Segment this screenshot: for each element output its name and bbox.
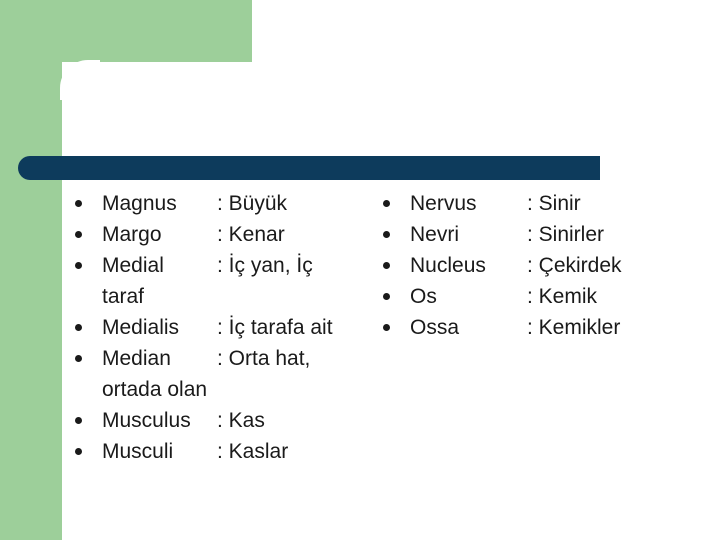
bullet-icon: [75, 417, 82, 424]
definition: : Orta hat,: [217, 347, 311, 370]
term: Ossa: [410, 316, 460, 339]
definition: : Çekirdek: [527, 254, 622, 277]
list-item: [75, 343, 365, 405]
list-item: [383, 281, 713, 312]
bullet-icon: [75, 231, 82, 238]
list-item: [75, 312, 365, 343]
definition: : Sinirler: [527, 223, 605, 246]
bullet-icon: [383, 293, 390, 300]
term: Nevri: [410, 223, 460, 246]
bullet-icon: [75, 324, 82, 331]
bullet-icon: [383, 262, 390, 269]
list-item: [75, 405, 365, 436]
definition: : Sinir: [527, 192, 581, 215]
term: Nucleus: [410, 254, 486, 277]
term: Medial: [102, 254, 164, 277]
list-item: [75, 188, 365, 219]
bullet-icon: [383, 231, 390, 238]
list-item: [383, 312, 713, 343]
list-item: [75, 219, 365, 250]
left-term-list: [75, 188, 365, 467]
right-term-list: [383, 188, 713, 343]
term: Musculi: [102, 440, 174, 463]
definition: : Kaslar: [217, 440, 289, 463]
title-bar: [18, 156, 600, 180]
definition: : Kas: [217, 409, 265, 432]
term: Magnus: [102, 192, 177, 215]
definition: : İç tarafa ait: [217, 316, 333, 339]
bullet-icon: [75, 200, 82, 207]
list-item: [383, 219, 713, 250]
definition: : Kemik: [527, 285, 598, 308]
bullet-icon: [75, 355, 82, 362]
green-accent-left: [0, 0, 62, 540]
bullet-icon: [383, 200, 390, 207]
term: Nervus: [410, 192, 477, 215]
bullet-icon: [75, 448, 82, 455]
term: Medialis: [102, 316, 180, 339]
definition-continuation: taraf: [102, 285, 145, 308]
definition: : Kenar: [217, 223, 285, 246]
definition: : Kemikler: [527, 316, 621, 339]
bullet-icon: [383, 324, 390, 331]
list-item: [383, 250, 713, 281]
term: Margo: [102, 223, 162, 246]
definition-continuation: ortada olan: [102, 378, 208, 401]
list-item: [75, 250, 365, 312]
definition: : Büyük: [217, 192, 288, 215]
term: Median: [102, 347, 171, 370]
definition: : İç yan, İç: [217, 254, 313, 277]
bullet-icon: [75, 262, 82, 269]
list-item: [75, 436, 365, 467]
list-item: [383, 188, 713, 219]
term: Musculus: [102, 409, 191, 432]
term: Os: [410, 285, 437, 308]
